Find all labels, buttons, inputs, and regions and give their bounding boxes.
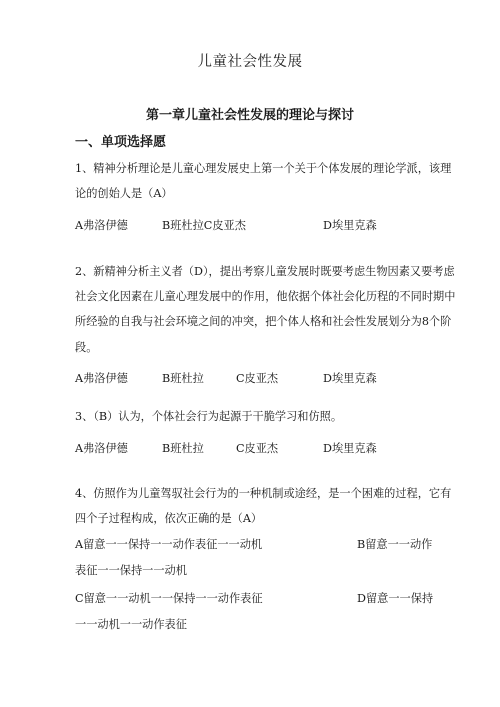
question-3-option-b: B班杜拉: [162, 442, 204, 455]
question-2-option-c: C皮亚杰: [236, 372, 279, 385]
question-4-option-a: A留意一一保持一一动作表征一一动机: [75, 538, 263, 551]
question-3-option-d: D埃里克森: [323, 442, 377, 455]
question-1-line-1: 1、精神分析理论是儿童心理发展史上第一个关于个体发展的理论学派，该理: [75, 162, 452, 175]
question-1-line-2: 论的创始人是（A）: [75, 187, 173, 200]
question-3-option-a: A弗洛伊德: [75, 442, 128, 455]
question-2-line-3: 所经验的自我与社会环境之间的冲突，把个体人格和社会性发展划分为8个阶: [75, 315, 452, 328]
question-4-line-2: 四个子过程构成，依次正确的是（A）: [75, 512, 263, 525]
question-2-option-b: B班杜拉: [162, 372, 204, 385]
section-heading: 一、单项选择愿: [75, 135, 167, 150]
question-2-option-a: A弗洛伊德: [75, 372, 128, 385]
question-1-option-a: A弗洛伊德: [75, 219, 128, 232]
question-4-option-b-continued: 表征一一保持一一动机: [75, 564, 187, 577]
question-4-option-d: D留意一一保持: [357, 592, 434, 605]
question-3-line-1: 3、（B）认为，个体社会行为起源于干脆学习和仿照。: [75, 410, 343, 423]
question-3-option-c: C皮亚杰: [236, 442, 279, 455]
question-4-option-c: C留意一一动机一一保持一一动作表征: [75, 592, 263, 605]
question-2-line-1: 2、新精神分析主义者（D），提出考察儿童发展时既要考虑生物因素又要考虑: [75, 265, 455, 278]
document-title: 儿童社会性发展: [197, 54, 303, 70]
question-4-option-d-continued: 一一动机一一动作表征: [75, 618, 187, 631]
question-2-line-4: 段。: [75, 341, 98, 354]
question-4-option-b: B留意一一动作: [357, 538, 433, 551]
question-1-option-d: D埃里克森: [323, 219, 377, 232]
question-1-option-bc: B班杜拉C皮亚杰: [162, 219, 246, 232]
chapter-heading: 第一章儿童社会性发展的理论与探讨: [145, 108, 354, 123]
question-4-line-1: 4、仿照作为儿童驾驭社会行为的一种机制或途经，是一个困难的过程，它有: [75, 487, 452, 500]
question-2-line-2: 社会文化因素在儿童心理发展中的作用，他依据个体社会化历程的不同时期中: [75, 290, 456, 303]
question-2-option-d: D埃里克森: [323, 372, 377, 385]
